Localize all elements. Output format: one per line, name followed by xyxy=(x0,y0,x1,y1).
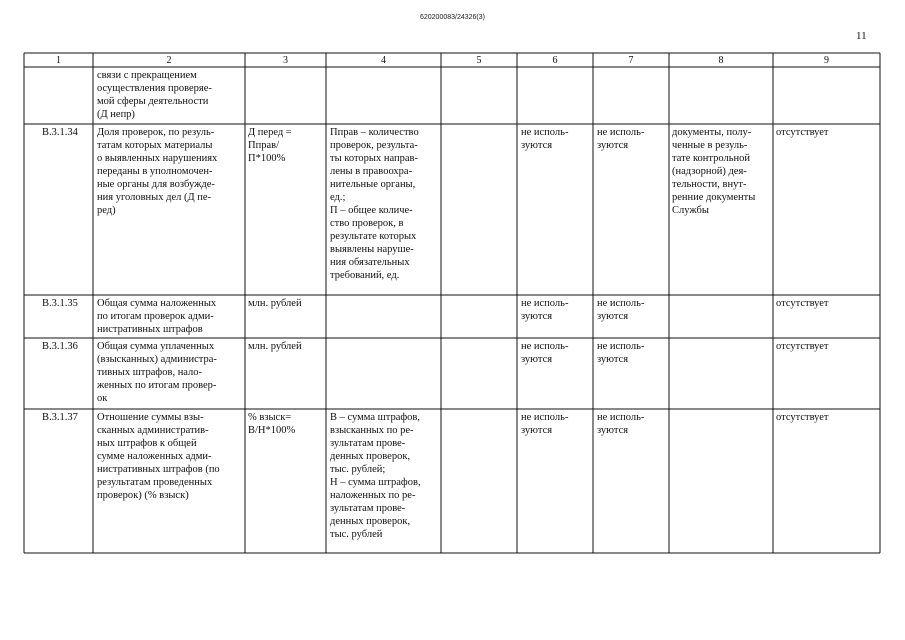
column-number: 4 xyxy=(381,55,386,66)
indicator-name: связи с прекращением осуществления проверяе- мой сферы деятельности (Д непр) xyxy=(97,70,212,120)
column-number: 6 xyxy=(552,55,558,66)
indicator-name: Доля проверок, по резуль- татам которых материалы о выявленных нарушениях переданы в уполномочен- ные органы для возбужде- ния уголовных дел (Д пе- ред) xyxy=(97,127,218,216)
col9-value: отсутствует xyxy=(776,127,829,138)
col7-value: не исполь- зуются xyxy=(597,127,645,151)
indicator-formula: млн. рублей xyxy=(248,298,302,309)
indicator-formula: % взыск= В/Н*100% xyxy=(248,412,296,436)
column-number: 9 xyxy=(824,55,829,66)
column-number: 5 xyxy=(476,55,482,66)
col9-value: отсутствует xyxy=(776,298,829,309)
column-number: 3 xyxy=(283,55,288,66)
col7-value: не исполь- зуются xyxy=(597,412,645,436)
indicator-name: Общая сумма наложенных по итогам проверок адми- нистративных штрафов xyxy=(97,298,217,335)
indicator-code: В.3.1.34 xyxy=(42,127,78,138)
col7-value: не исполь- зуются xyxy=(597,298,645,322)
col9-value: отсутствует xyxy=(776,341,829,352)
data-source: документы, полу- ченные в резуль- тате контрольной (надзорной) дея- тельности, внут- ренние документы Службы xyxy=(672,127,756,216)
document-id: 620200083/24326(3) xyxy=(419,14,485,21)
page-number: 11 xyxy=(856,30,867,42)
indicator-name: Общая сумма уплаченных (взысканных) администра- тивных штрафов, нало- женных по итогам провер- ок xyxy=(97,341,217,404)
column-number: 7 xyxy=(628,55,634,66)
col6-value: не исполь- зуются xyxy=(521,127,569,151)
col6-value: не исполь- зуются xyxy=(521,341,569,365)
indicator-formula: Д перед = Пправ/ П*100% xyxy=(248,127,292,164)
column-number: 8 xyxy=(718,55,724,66)
col7-value: не исполь- зуются xyxy=(597,341,645,365)
column-number: 2 xyxy=(166,55,172,66)
indicator-description: В – сумма штрафов, взысканных по ре- зультатам прове- денных проверок, тыс. рублей; Н – сумма штрафов, наложенных по ре- зультатам прове- денных проверок, тыс. рублей xyxy=(330,412,421,540)
indicator-code: В.3.1.37 xyxy=(42,412,78,423)
indicator-code: В.3.1.36 xyxy=(42,341,78,352)
indicator-formula: млн. рублей xyxy=(248,341,302,352)
indicator-description: Пправ – количество проверок, результа- ты которых направ- лены в правоохра- нительные органы, ед.; П – общее количе- ство проверок, в результате которых выявлены наруше- ния обязательных требований, ед. xyxy=(330,127,419,281)
indicator-code: В.3.1.35 xyxy=(42,298,78,309)
col9-value: отсутствует xyxy=(776,412,829,423)
col6-value: не исполь- зуются xyxy=(521,298,569,322)
col6-value: не исполь- зуются xyxy=(521,412,569,436)
column-number: 1 xyxy=(56,55,61,66)
indicator-name: Отношение суммы взы- сканных административ- ных штрафов к общей сумме наложенных адми- нистративных штрафов (по результатам проведенных проверок) (% взыск) xyxy=(97,412,220,501)
